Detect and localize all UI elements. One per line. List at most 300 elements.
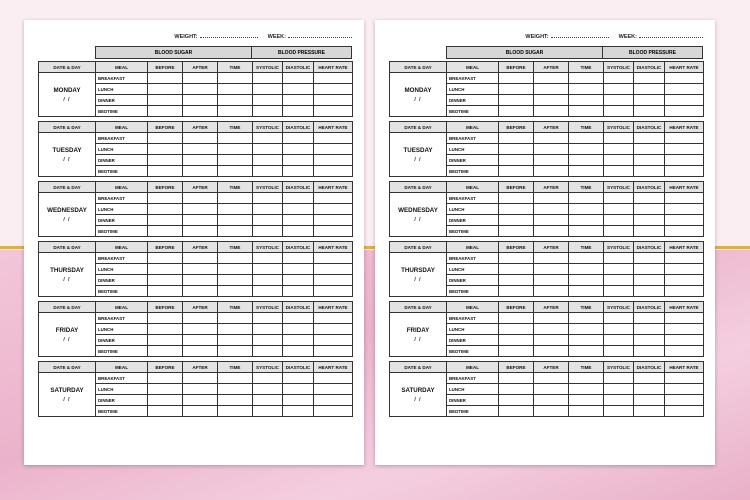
entry-cell[interactable] — [534, 335, 569, 346]
entry-cell[interactable] — [665, 324, 704, 335]
entry-cell[interactable] — [218, 406, 253, 417]
entry-cell[interactable] — [499, 226, 534, 237]
entry-cell[interactable] — [314, 144, 353, 155]
entry-cell[interactable] — [499, 346, 534, 357]
entry-cell[interactable] — [499, 395, 534, 406]
entry-cell[interactable] — [534, 106, 569, 117]
entry-cell[interactable] — [218, 84, 253, 95]
entry-cell[interactable] — [218, 204, 253, 215]
entry-cell[interactable] — [283, 253, 314, 264]
entry-cell[interactable] — [148, 253, 183, 264]
entry-cell[interactable] — [634, 106, 665, 117]
entry-cell[interactable] — [314, 253, 353, 264]
entry-cell[interactable] — [283, 384, 314, 395]
entry-cell[interactable] — [148, 264, 183, 275]
entry-cell[interactable] — [634, 95, 665, 106]
entry-cell[interactable] — [183, 313, 218, 324]
entry-cell[interactable] — [148, 193, 183, 204]
entry-cell[interactable] — [665, 253, 704, 264]
entry-cell[interactable] — [218, 313, 253, 324]
entry-cell[interactable] — [665, 406, 704, 417]
entry-cell[interactable] — [148, 384, 183, 395]
entry-cell[interactable] — [183, 226, 218, 237]
entry-cell[interactable] — [283, 406, 314, 417]
entry-cell[interactable] — [604, 193, 634, 204]
entry-cell[interactable] — [634, 406, 665, 417]
entry-cell[interactable] — [665, 95, 704, 106]
entry-cell[interactable] — [183, 144, 218, 155]
entry-cell[interactable] — [604, 215, 634, 226]
entry-cell[interactable] — [665, 155, 704, 166]
entry-cell[interactable] — [253, 313, 283, 324]
entry-cell[interactable] — [534, 155, 569, 166]
entry-cell[interactable] — [634, 264, 665, 275]
entry-cell[interactable] — [569, 406, 604, 417]
entry-cell[interactable] — [665, 144, 704, 155]
entry-cell[interactable] — [634, 144, 665, 155]
entry-cell[interactable] — [253, 166, 283, 177]
entry-cell[interactable] — [665, 106, 704, 117]
entry-cell[interactable] — [665, 313, 704, 324]
entry-cell[interactable] — [314, 95, 353, 106]
entry-cell[interactable] — [148, 84, 183, 95]
entry-cell[interactable] — [534, 95, 569, 106]
entry-cell[interactable] — [665, 226, 704, 237]
entry-cell[interactable] — [283, 84, 314, 95]
entry-cell[interactable] — [569, 324, 604, 335]
entry-cell[interactable] — [314, 373, 353, 384]
entry-cell[interactable] — [499, 275, 534, 286]
entry-cell[interactable] — [569, 346, 604, 357]
date-day-cell[interactable] — [39, 253, 96, 297]
entry-cell[interactable] — [148, 144, 183, 155]
entry-cell[interactable] — [183, 95, 218, 106]
entry-cell[interactable] — [534, 84, 569, 95]
entry-cell[interactable] — [499, 253, 534, 264]
date-day-cell[interactable] — [390, 133, 447, 177]
entry-cell[interactable] — [604, 204, 634, 215]
entry-cell[interactable] — [634, 253, 665, 264]
entry-cell[interactable] — [314, 73, 353, 84]
entry-cell[interactable] — [634, 286, 665, 297]
entry-cell[interactable] — [604, 144, 634, 155]
entry-cell[interactable] — [604, 133, 634, 144]
entry-cell[interactable] — [534, 204, 569, 215]
entry-cell[interactable] — [183, 204, 218, 215]
entry-cell[interactable] — [218, 133, 253, 144]
entry-cell[interactable] — [604, 106, 634, 117]
entry-cell[interactable] — [283, 204, 314, 215]
entry-cell[interactable] — [283, 264, 314, 275]
entry-cell[interactable] — [665, 395, 704, 406]
entry-cell[interactable] — [314, 384, 353, 395]
entry-cell[interactable] — [148, 286, 183, 297]
entry-cell[interactable] — [604, 275, 634, 286]
date-day-cell[interactable] — [39, 313, 96, 357]
entry-cell[interactable] — [148, 95, 183, 106]
entry-cell[interactable] — [499, 166, 534, 177]
entry-cell[interactable] — [148, 215, 183, 226]
entry-cell[interactable] — [148, 226, 183, 237]
entry-cell[interactable] — [665, 373, 704, 384]
entry-cell[interactable] — [183, 253, 218, 264]
entry-cell[interactable] — [283, 166, 314, 177]
entry-cell[interactable] — [253, 155, 283, 166]
entry-cell[interactable] — [253, 373, 283, 384]
entry-cell[interactable] — [569, 204, 604, 215]
entry-cell[interactable] — [314, 106, 353, 117]
entry-cell[interactable] — [283, 144, 314, 155]
entry-cell[interactable] — [534, 275, 569, 286]
entry-cell[interactable] — [665, 73, 704, 84]
entry-cell[interactable] — [253, 84, 283, 95]
entry-cell[interactable] — [569, 73, 604, 84]
entry-cell[interactable] — [634, 84, 665, 95]
entry-cell[interactable] — [569, 166, 604, 177]
entry-cell[interactable] — [253, 286, 283, 297]
entry-cell[interactable] — [604, 286, 634, 297]
entry-cell[interactable] — [283, 133, 314, 144]
entry-cell[interactable] — [148, 406, 183, 417]
entry-cell[interactable] — [283, 324, 314, 335]
entry-cell[interactable] — [253, 406, 283, 417]
entry-cell[interactable] — [314, 204, 353, 215]
entry-cell[interactable] — [569, 286, 604, 297]
weight-field[interactable] — [525, 34, 608, 40]
date-day-cell[interactable] — [390, 73, 447, 117]
entry-cell[interactable] — [218, 155, 253, 166]
entry-cell[interactable] — [499, 215, 534, 226]
entry-cell[interactable] — [604, 335, 634, 346]
entry-cell[interactable] — [569, 253, 604, 264]
entry-cell[interactable] — [148, 73, 183, 84]
entry-cell[interactable] — [534, 226, 569, 237]
entry-cell[interactable] — [534, 73, 569, 84]
entry-cell[interactable] — [183, 84, 218, 95]
entry-cell[interactable] — [314, 286, 353, 297]
date-day-cell[interactable] — [390, 253, 447, 297]
entry-cell[interactable] — [314, 406, 353, 417]
entry-cell[interactable] — [283, 346, 314, 357]
entry-cell[interactable] — [569, 395, 604, 406]
entry-cell[interactable] — [569, 313, 604, 324]
entry-cell[interactable] — [283, 106, 314, 117]
entry-cell[interactable] — [218, 384, 253, 395]
entry-cell[interactable] — [253, 324, 283, 335]
date-day-cell[interactable] — [390, 193, 447, 237]
entry-cell[interactable] — [665, 215, 704, 226]
entry-cell[interactable] — [218, 226, 253, 237]
entry-cell[interactable] — [665, 384, 704, 395]
entry-cell[interactable] — [534, 286, 569, 297]
entry-cell[interactable] — [534, 144, 569, 155]
entry-cell[interactable] — [569, 155, 604, 166]
entry-cell[interactable] — [314, 324, 353, 335]
entry-cell[interactable] — [283, 373, 314, 384]
entry-cell[interactable] — [314, 84, 353, 95]
entry-cell[interactable] — [253, 144, 283, 155]
entry-cell[interactable] — [634, 313, 665, 324]
entry-cell[interactable] — [569, 275, 604, 286]
entry-cell[interactable] — [253, 215, 283, 226]
entry-cell[interactable] — [499, 73, 534, 84]
entry-cell[interactable] — [314, 226, 353, 237]
entry-cell[interactable] — [148, 106, 183, 117]
entry-cell[interactable] — [283, 335, 314, 346]
entry-cell[interactable] — [665, 275, 704, 286]
entry-cell[interactable] — [665, 84, 704, 95]
entry-cell[interactable] — [253, 395, 283, 406]
entry-cell[interactable] — [534, 395, 569, 406]
entry-cell[interactable] — [665, 286, 704, 297]
entry-cell[interactable] — [314, 215, 353, 226]
entry-cell[interactable] — [499, 95, 534, 106]
entry-cell[interactable] — [604, 313, 634, 324]
entry-cell[interactable] — [634, 335, 665, 346]
entry-cell[interactable] — [148, 313, 183, 324]
entry-cell[interactable] — [604, 346, 634, 357]
entry-cell[interactable] — [604, 384, 634, 395]
entry-cell[interactable] — [634, 373, 665, 384]
entry-cell[interactable] — [604, 324, 634, 335]
entry-cell[interactable] — [534, 373, 569, 384]
entry-cell[interactable] — [569, 106, 604, 117]
entry-cell[interactable] — [665, 335, 704, 346]
entry-cell[interactable] — [534, 215, 569, 226]
entry-cell[interactable] — [218, 335, 253, 346]
entry-cell[interactable] — [499, 155, 534, 166]
entry-cell[interactable] — [183, 275, 218, 286]
entry-cell[interactable] — [183, 346, 218, 357]
week-field[interactable] — [268, 34, 352, 40]
entry-cell[interactable] — [148, 133, 183, 144]
entry-cell[interactable] — [218, 395, 253, 406]
entry-cell[interactable] — [634, 155, 665, 166]
entry-cell[interactable] — [218, 166, 253, 177]
entry-cell[interactable] — [314, 264, 353, 275]
entry-cell[interactable] — [499, 406, 534, 417]
entry-cell[interactable] — [634, 215, 665, 226]
entry-cell[interactable] — [148, 346, 183, 357]
entry-cell[interactable] — [499, 313, 534, 324]
entry-cell[interactable] — [634, 324, 665, 335]
entry-cell[interactable] — [314, 166, 353, 177]
entry-cell[interactable] — [183, 406, 218, 417]
date-day-cell[interactable] — [39, 73, 96, 117]
entry-cell[interactable] — [183, 395, 218, 406]
entry-cell[interactable] — [183, 215, 218, 226]
entry-cell[interactable] — [499, 384, 534, 395]
entry-cell[interactable] — [499, 373, 534, 384]
entry-cell[interactable] — [604, 155, 634, 166]
entry-cell[interactable] — [253, 226, 283, 237]
entry-cell[interactable] — [665, 204, 704, 215]
entry-cell[interactable] — [314, 155, 353, 166]
entry-cell[interactable] — [218, 253, 253, 264]
entry-cell[interactable] — [314, 275, 353, 286]
entry-cell[interactable] — [183, 133, 218, 144]
entry-cell[interactable] — [569, 133, 604, 144]
entry-cell[interactable] — [665, 166, 704, 177]
entry-cell[interactable] — [253, 133, 283, 144]
entry-cell[interactable] — [665, 133, 704, 144]
entry-cell[interactable] — [569, 84, 604, 95]
entry-cell[interactable] — [283, 313, 314, 324]
entry-cell[interactable] — [569, 193, 604, 204]
entry-cell[interactable] — [314, 133, 353, 144]
entry-cell[interactable] — [183, 324, 218, 335]
entry-cell[interactable] — [604, 84, 634, 95]
entry-cell[interactable] — [534, 313, 569, 324]
entry-cell[interactable] — [569, 264, 604, 275]
entry-cell[interactable] — [665, 346, 704, 357]
entry-cell[interactable] — [183, 73, 218, 84]
entry-cell[interactable] — [604, 395, 634, 406]
date-day-cell[interactable] — [39, 373, 96, 417]
entry-cell[interactable] — [569, 144, 604, 155]
entry-cell[interactable] — [148, 275, 183, 286]
entry-cell[interactable] — [634, 275, 665, 286]
entry-cell[interactable] — [534, 346, 569, 357]
entry-cell[interactable] — [604, 95, 634, 106]
entry-cell[interactable] — [253, 335, 283, 346]
entry-cell[interactable] — [604, 406, 634, 417]
entry-cell[interactable] — [283, 275, 314, 286]
entry-cell[interactable] — [604, 166, 634, 177]
entry-cell[interactable] — [218, 73, 253, 84]
entry-cell[interactable] — [499, 264, 534, 275]
entry-cell[interactable] — [314, 346, 353, 357]
entry-cell[interactable] — [283, 215, 314, 226]
entry-cell[interactable] — [218, 215, 253, 226]
entry-cell[interactable] — [253, 264, 283, 275]
entry-cell[interactable] — [218, 275, 253, 286]
entry-cell[interactable] — [183, 373, 218, 384]
entry-cell[interactable] — [253, 193, 283, 204]
entry-cell[interactable] — [283, 395, 314, 406]
entry-cell[interactable] — [634, 166, 665, 177]
entry-cell[interactable] — [314, 335, 353, 346]
weight-field[interactable] — [174, 34, 257, 40]
entry-cell[interactable] — [534, 253, 569, 264]
entry-cell[interactable] — [253, 275, 283, 286]
entry-cell[interactable] — [634, 133, 665, 144]
entry-cell[interactable] — [253, 346, 283, 357]
entry-cell[interactable] — [148, 166, 183, 177]
entry-cell[interactable] — [604, 73, 634, 84]
entry-cell[interactable] — [499, 193, 534, 204]
entry-cell[interactable] — [218, 373, 253, 384]
entry-cell[interactable] — [499, 144, 534, 155]
date-day-cell[interactable] — [390, 313, 447, 357]
entry-cell[interactable] — [634, 204, 665, 215]
entry-cell[interactable] — [534, 166, 569, 177]
entry-cell[interactable] — [218, 106, 253, 117]
entry-cell[interactable] — [314, 395, 353, 406]
entry-cell[interactable] — [183, 264, 218, 275]
entry-cell[interactable] — [569, 373, 604, 384]
entry-cell[interactable] — [218, 95, 253, 106]
entry-cell[interactable] — [253, 204, 283, 215]
entry-cell[interactable] — [218, 324, 253, 335]
entry-cell[interactable] — [314, 193, 353, 204]
entry-cell[interactable] — [183, 106, 218, 117]
entry-cell[interactable] — [569, 226, 604, 237]
entry-cell[interactable] — [604, 264, 634, 275]
entry-cell[interactable] — [183, 155, 218, 166]
entry-cell[interactable] — [283, 193, 314, 204]
entry-cell[interactable] — [569, 335, 604, 346]
entry-cell[interactable] — [218, 193, 253, 204]
entry-cell[interactable] — [634, 226, 665, 237]
entry-cell[interactable] — [283, 73, 314, 84]
entry-cell[interactable] — [148, 373, 183, 384]
week-field[interactable] — [619, 34, 703, 40]
entry-cell[interactable] — [499, 335, 534, 346]
entry-cell[interactable] — [253, 253, 283, 264]
entry-cell[interactable] — [604, 373, 634, 384]
entry-cell[interactable] — [283, 95, 314, 106]
entry-cell[interactable] — [218, 286, 253, 297]
entry-cell[interactable] — [569, 215, 604, 226]
entry-cell[interactable] — [148, 324, 183, 335]
entry-cell[interactable] — [183, 193, 218, 204]
entry-cell[interactable] — [253, 95, 283, 106]
entry-cell[interactable] — [253, 106, 283, 117]
entry-cell[interactable] — [634, 384, 665, 395]
entry-cell[interactable] — [148, 335, 183, 346]
entry-cell[interactable] — [183, 384, 218, 395]
entry-cell[interactable] — [499, 286, 534, 297]
entry-cell[interactable] — [253, 384, 283, 395]
entry-cell[interactable] — [665, 193, 704, 204]
entry-cell[interactable] — [569, 95, 604, 106]
entry-cell[interactable] — [283, 286, 314, 297]
entry-cell[interactable] — [634, 73, 665, 84]
entry-cell[interactable] — [665, 264, 704, 275]
entry-cell[interactable] — [283, 155, 314, 166]
entry-cell[interactable] — [148, 155, 183, 166]
entry-cell[interactable] — [534, 264, 569, 275]
entry-cell[interactable] — [534, 193, 569, 204]
entry-cell[interactable] — [499, 133, 534, 144]
date-day-cell[interactable] — [390, 373, 447, 417]
entry-cell[interactable] — [634, 346, 665, 357]
date-day-cell[interactable] — [39, 193, 96, 237]
entry-cell[interactable] — [183, 286, 218, 297]
date-day-cell[interactable] — [39, 133, 96, 177]
entry-cell[interactable] — [148, 395, 183, 406]
entry-cell[interactable] — [314, 313, 353, 324]
entry-cell[interactable] — [148, 204, 183, 215]
entry-cell[interactable] — [534, 133, 569, 144]
entry-cell[interactable] — [218, 346, 253, 357]
entry-cell[interactable] — [218, 264, 253, 275]
entry-cell[interactable] — [253, 73, 283, 84]
entry-cell[interactable] — [634, 193, 665, 204]
entry-cell[interactable] — [604, 226, 634, 237]
entry-cell[interactable] — [283, 226, 314, 237]
entry-cell[interactable] — [569, 384, 604, 395]
entry-cell[interactable] — [499, 84, 534, 95]
entry-cell[interactable] — [604, 253, 634, 264]
entry-cell[interactable] — [634, 395, 665, 406]
entry-cell[interactable] — [499, 106, 534, 117]
entry-cell[interactable] — [534, 384, 569, 395]
entry-cell[interactable] — [499, 324, 534, 335]
entry-cell[interactable] — [499, 204, 534, 215]
entry-cell[interactable] — [534, 406, 569, 417]
